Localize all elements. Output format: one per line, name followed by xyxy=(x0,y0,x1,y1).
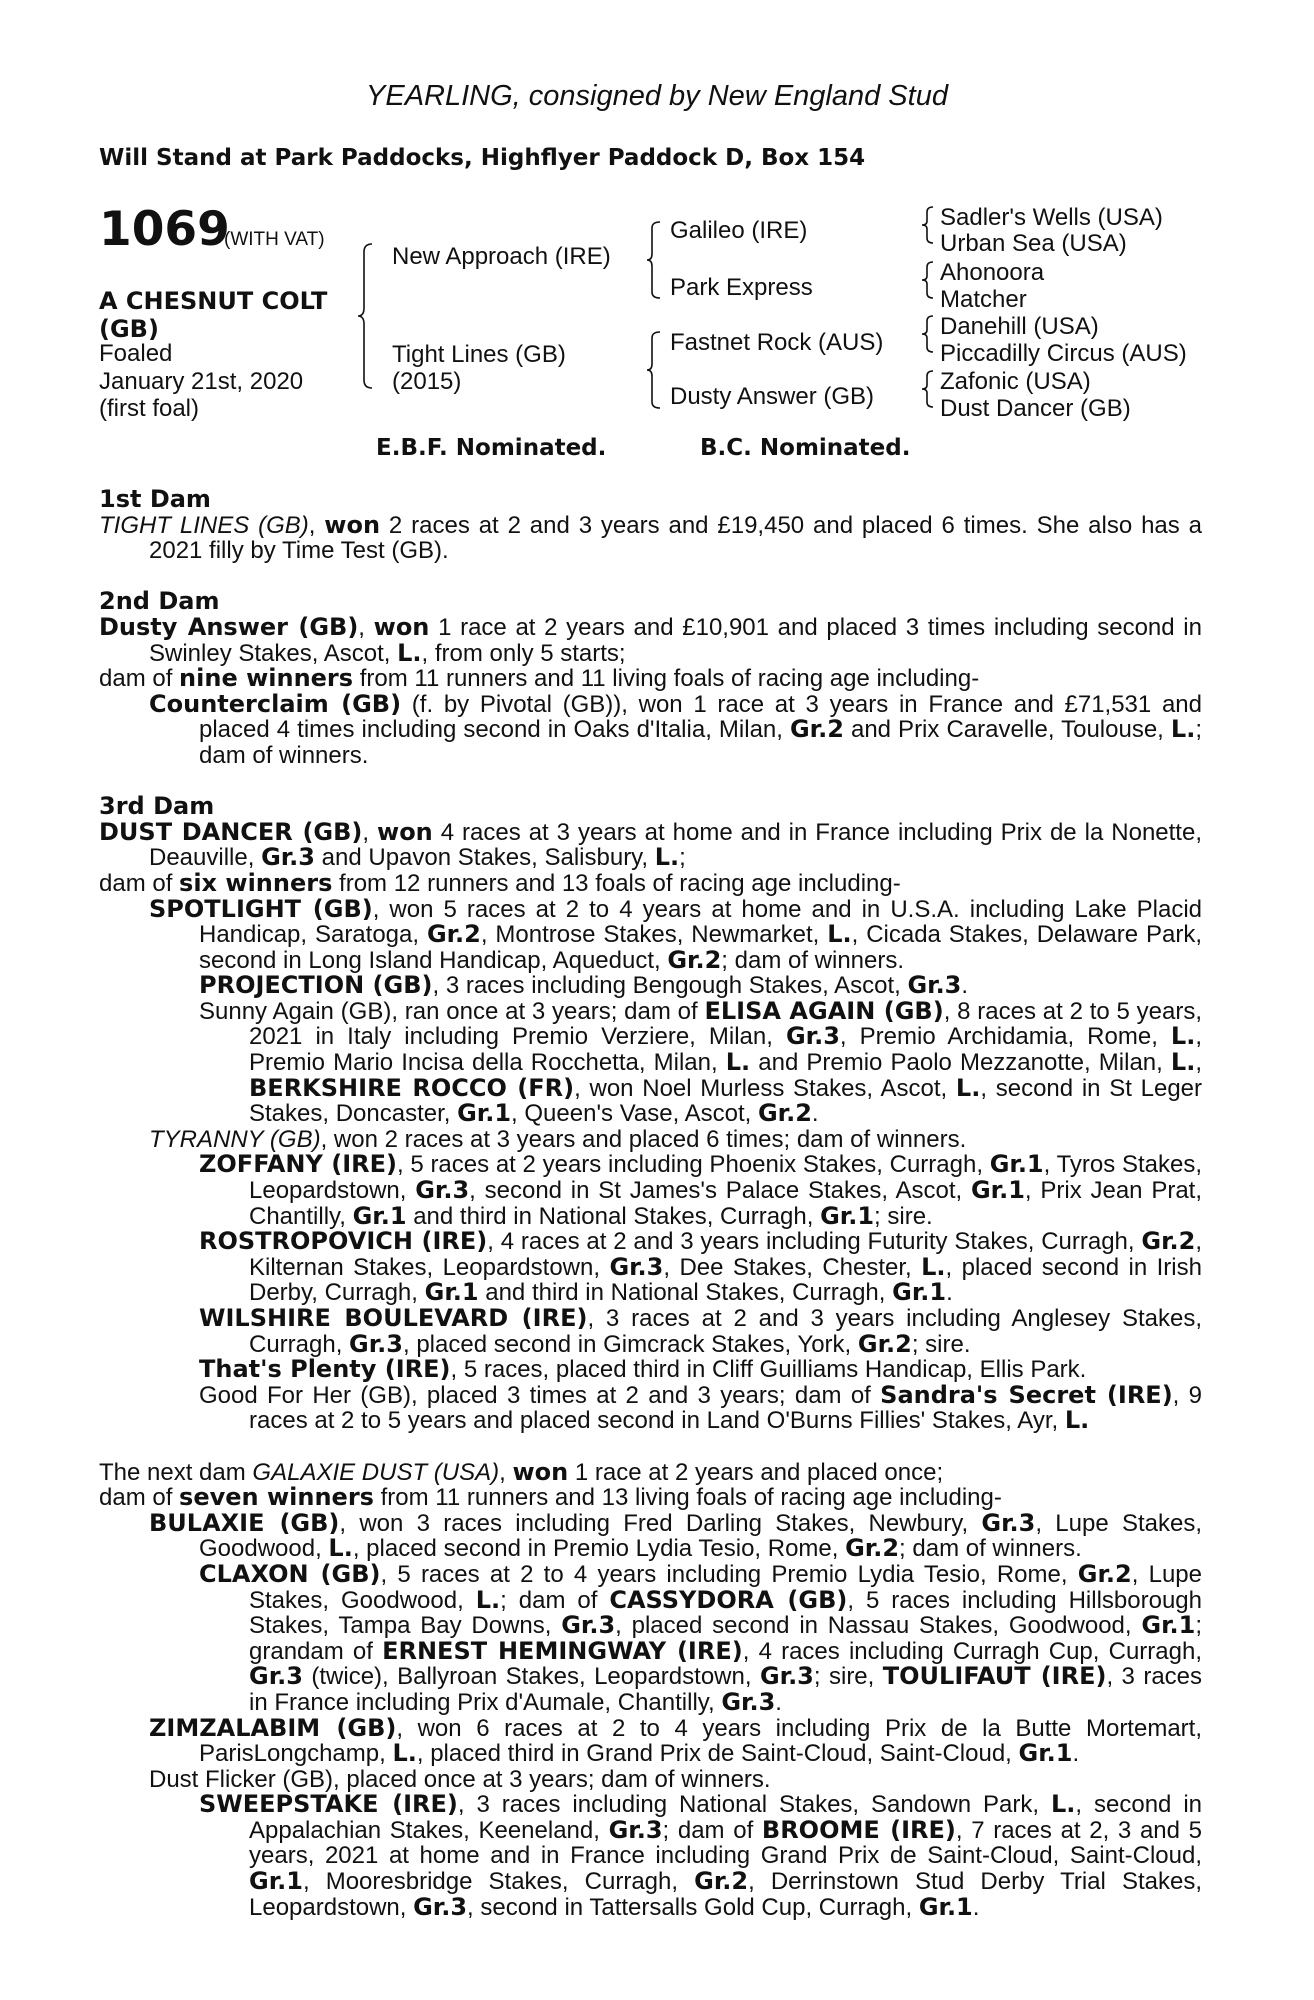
pedigree-entry xyxy=(99,817,1202,872)
text-run: , Premio Mario Incisa della Rocchetta, Milan, xyxy=(249,1023,1203,1077)
text-run: , Derrinstown Stud Derby Trial Stakes, Leopardstown, xyxy=(249,1868,1202,1921)
section-heading: 1st Dam xyxy=(99,485,211,513)
pedigree-entry xyxy=(99,1485,1202,1511)
text-run: Gr.2 xyxy=(694,1867,749,1896)
text-run: Gr.3 xyxy=(759,1662,814,1691)
text-run: . xyxy=(961,972,969,1000)
text-run: , won 6 races at 2 to 4 years including Prix de la Butte Mortemart, ParisLongchamp, xyxy=(199,1714,1202,1768)
text-run: , Premio Archidamia, Rome, xyxy=(839,1023,1171,1051)
text-run: Dusty Answer (GB) xyxy=(99,612,359,641)
text-run: won xyxy=(373,612,430,641)
text-run: nine winners xyxy=(179,664,354,693)
text-run: L. xyxy=(955,1073,981,1102)
dam-section xyxy=(99,1457,1203,1921)
text-run: , 3 races including Bengough Stakes, Ascot, xyxy=(432,972,908,1000)
text-run: , won 5 races at 2 to 4 years at home and in U.S.A. including Lake Placid Handicap, Saratoga, xyxy=(199,895,1202,949)
text-run: , from only 5 starts; xyxy=(421,639,626,667)
text-run: BULAXIE (GB) xyxy=(149,1508,340,1537)
text-run: . xyxy=(775,1688,782,1716)
text-run: Gr.3 xyxy=(413,1892,468,1921)
text-run: TYRANNY (GB) xyxy=(149,1125,321,1153)
text-run: , placed second in Irish Derby, Curragh, xyxy=(249,1253,1202,1307)
text-run: , xyxy=(499,1458,513,1486)
text-run: CASSYDORA (GB) xyxy=(609,1585,848,1614)
text-run: 1 race at 2 years and £10,901 and placed 3 times including second in Swinley Stakes, Ascot, xyxy=(149,613,1202,667)
text-run: Gr.1 xyxy=(820,1201,875,1230)
text-run: , placed second in Nassau Stakes, Goodwood, xyxy=(615,1612,1142,1640)
text-run: The next dam xyxy=(99,1458,253,1486)
text-run: , Mooresbridge Stakes, Curragh, xyxy=(302,1868,695,1896)
pedigree-g5: Danehill (USA) xyxy=(940,313,1099,340)
text-run: ; dam of winners. xyxy=(199,716,1202,769)
pedigree-entry xyxy=(99,1457,1202,1486)
pedigree-g6: Piccadilly Circus (AUS) xyxy=(940,340,1187,367)
text-run: ; dam of xyxy=(500,1586,610,1614)
text-run: , 5 races at 2 years including Phoenix Stakes, Curragh, xyxy=(397,1151,990,1179)
text-run: Gr.1 xyxy=(457,1099,512,1128)
text-run: , Dee Stakes, Chester, xyxy=(663,1253,922,1281)
text-run: from 12 runners and 13 foals of racing age including- xyxy=(332,869,901,897)
text-run: , won 3 races including Fred Darling Stakes, Newbury, xyxy=(339,1509,982,1537)
text-run: BERKSHIRE ROCCO (FR) xyxy=(249,1073,575,1102)
text-run: L. xyxy=(725,1048,751,1077)
pedigree-entry xyxy=(99,1306,1202,1357)
text-run: Gr.2 xyxy=(667,945,722,974)
pedigree-g3: Ahonoora xyxy=(940,259,1045,286)
text-run: Gr.1 xyxy=(1018,1739,1073,1768)
text-run: , placed third in Grand Prix de Saint-Cloud, Saint-Cloud, xyxy=(416,1740,1019,1768)
text-run: Sunny Again (GB), ran once at 3 years; dam of xyxy=(199,997,705,1025)
sire-dam-bracket xyxy=(360,242,390,390)
text-run: , 5 races, placed third in Cliff Guilliams Handicap, Ellis Park. xyxy=(450,1356,1087,1384)
text-run: CLAXON (GB) xyxy=(199,1559,381,1588)
text-run: ; xyxy=(679,844,686,872)
dam-section xyxy=(99,589,1202,768)
vat-note: (WITH VAT) xyxy=(224,229,325,250)
text-run: ; sire. xyxy=(874,1202,933,1230)
text-run: Gr.2 xyxy=(1077,1559,1132,1588)
text-run: L. xyxy=(397,638,422,667)
text-run: Gr.1 xyxy=(1141,1611,1196,1640)
text-run: ; grandam of xyxy=(249,1612,1202,1665)
dam-section xyxy=(99,794,1202,1434)
text-run: SPOTLIGHT (GB) xyxy=(149,894,373,923)
pedigree-entry xyxy=(99,1229,1202,1306)
pedigree-entry xyxy=(99,1357,1202,1383)
text-run: , placed second in Gimcrack Stakes, York, xyxy=(402,1330,858,1358)
text-run: L. xyxy=(475,1585,501,1614)
text-run: ; dam of winners. xyxy=(721,946,905,974)
text-run: L. xyxy=(1170,715,1196,744)
text-run: , 9 races at 2 to 5 years and placed second in Land O'Burns Fillies' Stakes, Ayr, xyxy=(249,1381,1202,1435)
text-run: ZIMZALABIM (GB) xyxy=(149,1713,397,1742)
text-run: ; sire. xyxy=(911,1330,971,1358)
pedigree-dam-year: (2015) xyxy=(392,368,462,395)
text-run: Gr.3 xyxy=(609,1252,664,1281)
text-run: , Tyros Stakes, Leopardstown, xyxy=(249,1151,1202,1205)
text-run: Gr.3 xyxy=(415,1176,470,1205)
text-run: dam of xyxy=(99,665,180,693)
pedigree-dam-sire: Fastnet Rock (AUS) xyxy=(670,329,884,356)
stand-location: Will Stand at Park Paddocks, Highflyer Paddock D, Box 154 xyxy=(99,145,866,171)
text-run: Good For Her (GB), placed 3 times at 2 and 3 years; dam of xyxy=(199,1381,881,1409)
text-run: , won 2 races at 3 years and placed 6 times; dam of winners. xyxy=(320,1125,967,1153)
text-run: GALAXIE DUST (USA) xyxy=(252,1458,500,1486)
text-run: , second in Tattersalls Gold Cup, Curragh, xyxy=(467,1893,919,1921)
pedigree-entry xyxy=(99,868,1202,897)
text-run: and Upavon Stakes, Salisbury, xyxy=(315,844,655,872)
text-run: ; dam of xyxy=(662,1816,762,1844)
text-run: Gr.2 xyxy=(857,1329,912,1358)
text-run: , second in St James's Palace Stakes, Ascot, xyxy=(469,1177,971,1205)
text-run: Gr.2 xyxy=(426,920,481,949)
text-run: ; dam of winners. xyxy=(899,1535,1082,1563)
text-run: L. xyxy=(328,1534,353,1563)
text-run: , 3 races in France including Prix d'Aumale, Chantilly, xyxy=(249,1663,1203,1716)
text-run: Gr.2 xyxy=(1141,1227,1196,1256)
text-run: Gr.1 xyxy=(249,1867,303,1896)
pedigree-entry xyxy=(99,666,1202,692)
text-run: Gr.3 xyxy=(261,843,315,872)
section-heading: 2nd Dam xyxy=(99,587,220,616)
text-run: Gr.2 xyxy=(845,1534,900,1563)
text-run: and Prix Caravelle, Toulouse, xyxy=(843,716,1171,744)
text-run: , 7 races at 2, 3 and 5 years, 2021 at home and in France including Grand Prix de Saint-Cloud, Saint-Cloud, xyxy=(249,1816,1203,1870)
pedigree-dam-dam: Dusty Answer (GB) xyxy=(670,383,875,410)
text-run: TOULIFAUT (IRE) xyxy=(882,1662,1107,1691)
pedigree-entry xyxy=(99,510,1202,565)
text-run: dam of xyxy=(99,1484,180,1512)
text-run: L. xyxy=(392,1739,417,1768)
text-run: L. xyxy=(921,1252,946,1281)
pedigree-entry xyxy=(99,996,1203,1128)
text-run: Gr.3 xyxy=(249,1662,303,1691)
text-run: Gr.3 xyxy=(907,971,962,1000)
text-run: 1 race at 2 years and placed once; xyxy=(568,1458,944,1486)
text-run: PROJECTION (GB) xyxy=(199,971,433,1000)
pedigree-entry xyxy=(99,689,1202,769)
pedigree-entry xyxy=(99,612,1202,667)
text-run: , 3 races including National Stakes, Sandown Park, xyxy=(457,1791,1051,1819)
text-run: Gr.1 xyxy=(918,1892,973,1921)
pedigree-sire: New Approach (IRE) xyxy=(392,243,611,270)
text-run: , Lupe Stakes, Goodwood, xyxy=(199,1509,1203,1563)
lot-description: A CHESNUT COLT xyxy=(99,287,328,315)
pedigree-entry xyxy=(99,1767,1202,1793)
text-run: ; sire, xyxy=(813,1663,883,1691)
text-run: , 5 races including Hillsborough Stakes, Tampa Bay Downs, xyxy=(249,1586,1202,1640)
text-run: L. xyxy=(1064,1406,1090,1435)
text-run: and third in National Stakes, Curragh, xyxy=(406,1202,821,1230)
text-run: (twice), Ballyroan Stakes, Leopardstown, xyxy=(302,1663,760,1691)
text-run: , Montrose Stakes, Newmarket, xyxy=(480,921,828,949)
text-run: ERNEST HEMINGWAY (IRE) xyxy=(382,1636,743,1665)
foaled-label: Foaled xyxy=(99,340,173,367)
pedigree-g7: Zafonic (USA) xyxy=(940,368,1091,395)
text-run: 4 races at 3 years at home and in France including Prix de la Nonette, Deauville, xyxy=(149,818,1202,872)
pedigree-g8: Dust Dancer (GB) xyxy=(940,395,1131,422)
text-run: , Prix Jean Prat, Chantilly, xyxy=(249,1177,1202,1230)
text-run: , xyxy=(362,818,378,846)
text-run: L. xyxy=(1050,1790,1076,1819)
text-run: Gr.3 xyxy=(981,1508,1036,1537)
text-run: Gr.1 xyxy=(424,1278,479,1307)
text-run: won xyxy=(324,510,381,539)
text-run: , won Noel Murless Stakes, Ascot, xyxy=(574,1074,956,1102)
text-run: L. xyxy=(1170,1048,1196,1077)
text-run: DUST DANCER (GB) xyxy=(99,817,363,846)
text-run: won xyxy=(377,817,433,846)
pedigree-sire-dam: Park Express xyxy=(670,274,813,301)
pedigree-entry xyxy=(99,1127,1202,1153)
consignment-title: YEARLING, consigned by New England Stud xyxy=(366,80,948,112)
pedigree-entry xyxy=(99,1713,1202,1768)
text-run: , xyxy=(358,613,374,641)
text-run: ELISA AGAIN (GB) xyxy=(704,996,944,1025)
lot-description-origin: (GB) xyxy=(99,315,159,343)
ebf-nomination: E.B.F. Nominated. xyxy=(376,435,607,461)
text-run: Dust Flicker (GB), placed once at 3 years; dam of winners. xyxy=(149,1765,771,1793)
text-run: L. xyxy=(827,920,852,949)
text-run: Gr.1 xyxy=(352,1201,407,1230)
text-run: Gr.3 xyxy=(785,1022,840,1051)
text-run: Gr.3 xyxy=(561,1611,616,1640)
text-run: , Kilternan Stakes, Leopardstown, xyxy=(249,1228,1202,1281)
text-run: Gr.1 xyxy=(989,1150,1044,1179)
text-run: BROOME (IRE) xyxy=(761,1815,956,1844)
text-run: Sandra's Secret (IRE) xyxy=(880,1380,1173,1409)
text-run: , second in St Leger Stakes, Doncaster, xyxy=(249,1074,1203,1128)
text-run: WILSHIRE BOULEVARD (IRE) xyxy=(199,1304,588,1332)
pedigree-entry xyxy=(99,1380,1202,1435)
text-run: , 3 races at 2 and 3 years including Anglesey Stakes, Curragh, xyxy=(249,1305,1202,1358)
pedigree-g4: Matcher xyxy=(940,286,1027,313)
bc-nomination: B.C. Nominated. xyxy=(700,435,911,461)
pedigree-entry xyxy=(99,1152,1202,1229)
text-run: from 11 runners and 13 living foals of racing age including- xyxy=(373,1484,1002,1512)
pedigree-entry xyxy=(99,894,1203,974)
text-run: That's Plenty (IRE) xyxy=(199,1355,451,1384)
text-run: Gr.3 xyxy=(721,1687,776,1716)
text-run: , Cicada Stakes, Delaware Park, second in Long Island Handicap, Aqueduct, xyxy=(199,921,1203,974)
text-run: Counterclaim (GB) xyxy=(149,689,402,718)
dam-line-text xyxy=(99,487,1202,1920)
text-run: and Premio Paolo Mezzanotte, Milan, xyxy=(750,1049,1171,1077)
text-run: , placed second in Premio Lydia Tesio, Rome, xyxy=(352,1535,846,1563)
pedigree-g2: Urban Sea (USA) xyxy=(940,230,1127,257)
pedigree-entry xyxy=(99,1559,1203,1716)
lot-number: 1069 xyxy=(99,202,230,257)
pedigree-entry xyxy=(99,1792,1202,1920)
text-run: , Lupe Stakes, Goodwood, xyxy=(249,1560,1202,1614)
pedigree-entry xyxy=(99,973,1202,999)
text-run: SWEEPSTAKE (IRE) xyxy=(199,1790,458,1819)
text-run: Gr.2 xyxy=(789,715,844,744)
text-run: Gr.1 xyxy=(970,1176,1025,1205)
text-run: dam of xyxy=(99,869,180,897)
text-run: six winners xyxy=(179,868,333,897)
text-run: 2 races at 2 and 3 years and £19,450 and placed 6 times. She also has a 2021 filly by Time Test (GB). xyxy=(149,511,1202,565)
text-run: , 5 races at 2 to 4 years including Premio Lydia Tesio, Rome, xyxy=(380,1560,1078,1588)
text-run: ROSTROPOVICH (IRE) xyxy=(199,1227,488,1256)
text-run: from 11 runners and 11 living foals of racing age including- xyxy=(353,665,980,693)
dam-section xyxy=(99,487,1202,564)
text-run: . xyxy=(811,1100,819,1128)
pedigree-sire-sire: Galileo (IRE) xyxy=(670,217,808,244)
text-run: , second in Appalachian Stakes, Keeneland, xyxy=(249,1791,1203,1844)
text-run: . xyxy=(946,1279,953,1307)
pedigree-dam: Tight Lines (GB) xyxy=(392,341,566,368)
text-run: seven winners xyxy=(179,1483,374,1512)
text-run: Gr.3 xyxy=(349,1329,403,1358)
section-heading: 3rd Dam xyxy=(99,792,215,821)
text-run: , Queen's Vase, Ascot, xyxy=(511,1100,758,1128)
text-run: Gr.3 xyxy=(608,1815,663,1844)
text-run: won xyxy=(512,1457,569,1486)
pedigree-g1: Sadler's Wells (USA) xyxy=(940,204,1163,231)
text-run: L. xyxy=(654,843,680,872)
text-run: . xyxy=(972,1893,980,1921)
text-run: , xyxy=(308,511,325,539)
text-run: TIGHT LINES (GB) xyxy=(99,511,309,539)
text-run: , 4 races including Curragh Cup, Curragh, xyxy=(742,1637,1202,1665)
text-run: . xyxy=(1072,1740,1080,1768)
text-run: Gr.1 xyxy=(892,1278,947,1307)
text-run: Gr.2 xyxy=(757,1099,812,1128)
text-run: , 4 races at 2 and 3 years including Futurity Stakes, Curragh, xyxy=(487,1228,1142,1256)
text-run: , 8 races at 2 to 5 years, 2021 in Italy including Premio Verziere, Milan, xyxy=(249,997,1202,1051)
foal-note: (first foal) xyxy=(99,395,200,422)
text-run: , xyxy=(1195,1049,1202,1077)
pedigree-entry xyxy=(99,1508,1203,1563)
text-run: (f. by Pivotal (GB)), won 1 race at 3 years in France and £71,531 and placed 4 times including second in Oaks d'Italia, Milan, xyxy=(199,690,1202,744)
text-run: L. xyxy=(1170,1022,1196,1051)
text-run: and third in National Stakes, Curragh, xyxy=(478,1279,893,1307)
text-run: ZOFFANY (IRE) xyxy=(199,1150,398,1179)
foaled-date: January 21st, 2020 xyxy=(99,368,304,395)
